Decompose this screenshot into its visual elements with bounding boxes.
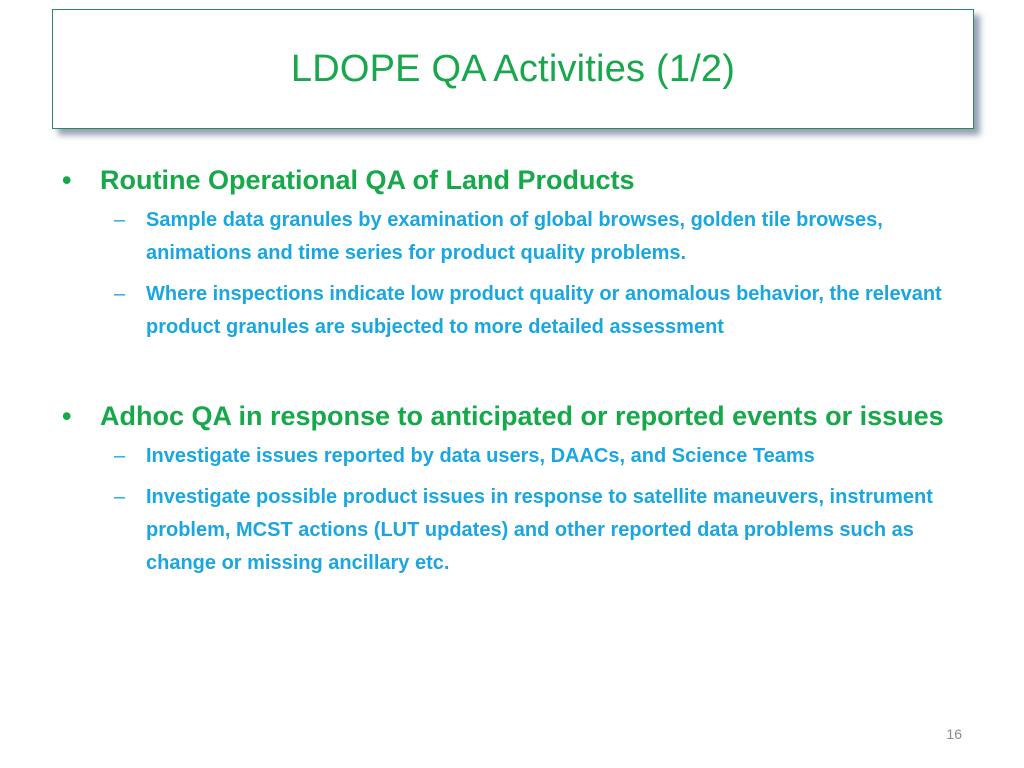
bullet-text: Adhoc QA in response to anticipated or reported events or issues xyxy=(100,401,944,431)
sub-bullet xyxy=(62,440,982,473)
bullet-routine-qa xyxy=(62,160,982,200)
sub-bullet-text: Investigate possible product issues in response to satellite maneuvers, instrument problem, MCST actions (LUT updates) and other reported data problems such as change or missing ancillary etc. xyxy=(146,486,933,574)
sub-bullet xyxy=(62,204,982,270)
sub-list xyxy=(62,204,982,344)
spacer xyxy=(62,352,982,396)
bullet-dot-icon: • xyxy=(62,401,72,431)
bullet-dot-icon: • xyxy=(62,165,72,195)
bullet-text: Routine Operational QA of Land Products xyxy=(100,165,635,195)
slide-title: LDOPE QA Activities (1/2) xyxy=(290,47,736,90)
page-number: 16 xyxy=(946,726,962,742)
bullet-adhoc-qa xyxy=(62,396,982,436)
sub-bullet-text: Where inspections indicate low product quality or anomalous behavior, the relevant product granules are subjected to more detailed assessment xyxy=(146,283,942,338)
sub-bullet xyxy=(62,278,982,344)
sub-bullet xyxy=(62,481,982,580)
dash-icon: – xyxy=(114,445,126,467)
sub-list xyxy=(62,440,982,580)
sub-bullet-text: Sample data granules by examination of global browses, golden tile browses, animations and time series for product quality problems. xyxy=(146,209,883,264)
slide-content xyxy=(62,160,982,588)
title-box xyxy=(52,9,974,129)
dash-icon: – xyxy=(114,486,126,508)
dash-icon: – xyxy=(114,283,126,305)
sub-bullet-text: Investigate issues reported by data users, DAACs, and Science Teams xyxy=(146,445,815,467)
dash-icon: – xyxy=(114,209,126,231)
